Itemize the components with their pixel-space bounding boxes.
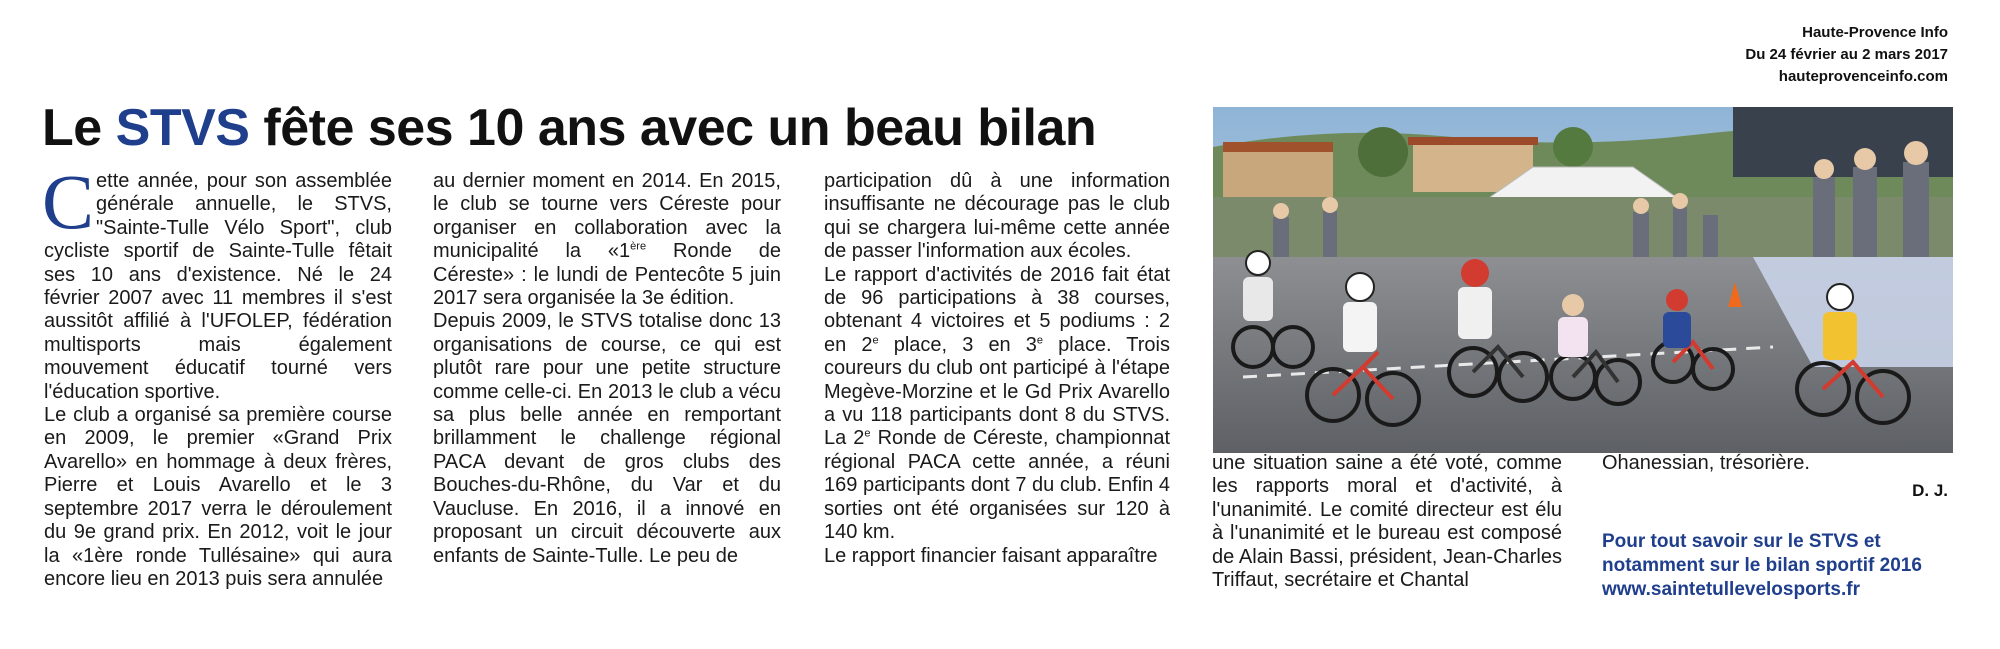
paragraph-intro [42,158,392,404]
author-byline: D. J. [1912,481,1948,500]
activity-text-a: Le rapport d'activités de 2016 fait état de 96 participations à 38 courses, obtenant 4 victoires et 5 podiums : 2 en 2 [824,263,1170,356]
paragraph-history: Le club a organisé sa première course en 2009, le premier «Grand Prix Avarello» en hommage à deux frères, Pierre et Louis Avarello et le 3 septembre 2017 verra le déroulement du 9e grand prix. En 2012, voit le jour la «1ère ronde Tullésaine» qui aura encore lieu en 2013 puis sera annulée [44,404,392,590]
info-box [1602,530,1962,602]
history-cont-text-2: Ronde de Céreste» : le lundi de Pentecôte 5 juin 2017 sera organisée la 3e édition. [433,240,782,310]
cyclists-photo-illustration [1213,107,1953,453]
activity-text-d: Ronde de Céreste, championnat régional PACA cette année, a réuni 169 participants dont 7 du club. Enfin 4 sorties ont été organisées sur 120 à 140 km. [824,427,1170,544]
activity-text-b: place, 3 en 3 [878,333,1037,356]
headline-accent: STVS [115,99,250,157]
article-photo [1213,107,1953,453]
ordinal-superscript: e [872,334,879,347]
drop-cap: C [42,158,95,245]
article-column-3 [824,170,1170,568]
ordinal-superscript: e [864,427,871,440]
article-column-5 [1602,452,1952,475]
article-column-2 [433,170,781,568]
article-column-1 [42,158,392,591]
headline-end: fête ses 10 ans avec un beau bilan [249,99,1097,157]
paragraph-organisations: Depuis 2009, le STVS totalise donc 13 organisations de course, ce qui est plutôt rare pour une petite structure comme celle-ci. En 2013 le club a vécu sa plus belle année en remportant brillamment le challenge régional PACA devant de gros clubs des Bouches-du-Rhône, du Var et du Vaucluse. En 2016, il a innové en proposant un circuit découverte aux enfants de Sainte-Tulle. Le peu de [433,310,781,567]
publication-dates: Du 24 février au 2 mars 2017 [1745,46,1948,63]
ordinal-superscript: e [1036,334,1044,347]
paragraph-activity-report [824,264,1170,545]
info-website-link[interactable]: www.saintetullevelosports.fr [1602,579,1860,600]
paragraph-financial-continued: une situation saine a été voté, comme les rapports moral et d'activité, à l'unanimité. Le comité directeur est élu à l'unanimité et le bureau est composé de Alain Bassi, président, Jean-Charles Triffaut, secrétaire et Chantal [1212,452,1562,592]
headline [42,98,1096,158]
ordinal-superscript: ère [630,240,647,253]
activity-text-c: place. Trois coureurs du club ont participé à l'étape Megève-Morzine et le Gd Prix Avarello a vu 118 participants dont 8 du STVS. La 2 [824,333,1170,450]
headline-start: Le [42,99,116,157]
info-text: Pour tout savoir sur le STVS et notamment sur le bilan sportif 2016 [1602,531,1922,576]
history-cont-text: au dernier moment en 2014. En 2015, le club se tourne vers Céreste pour organiser en collaboration avec la municipalité la «1 [433,170,781,263]
publication-website[interactable]: hauteprovenceinfo.com [1778,68,1948,85]
article-column-4 [1212,452,1562,592]
paragraph-financial-end: Ohanessian, trésorière. [1602,452,1810,474]
paragraph-financial: Le rapport financier faisant apparaître [824,544,1158,567]
paragraph-organisations-continued: participation dû à une information insuffisante ne décourage pas le club qui se chargera lui-même cette année de passer l'information aux écoles. [824,170,1170,263]
intro-text: ette année, pour son assemblée générale annuelle, le STVS, "Sainte-Tulle Vélo Sport", club cycliste sportif de Sainte-Tulle fêtait ses 10 ans d'existence. Né le 24 février 2007 avec 11 membres il s'est aussitôt affilié à l'UFOLEP, fédération multisports mais également mouvement éducatif tourné vers l'éducation sportive. [44,170,392,403]
publication-name: Haute-Provence Info [1802,24,1948,41]
paragraph-history-continued [433,170,781,310]
publication-credit [1745,22,1948,88]
